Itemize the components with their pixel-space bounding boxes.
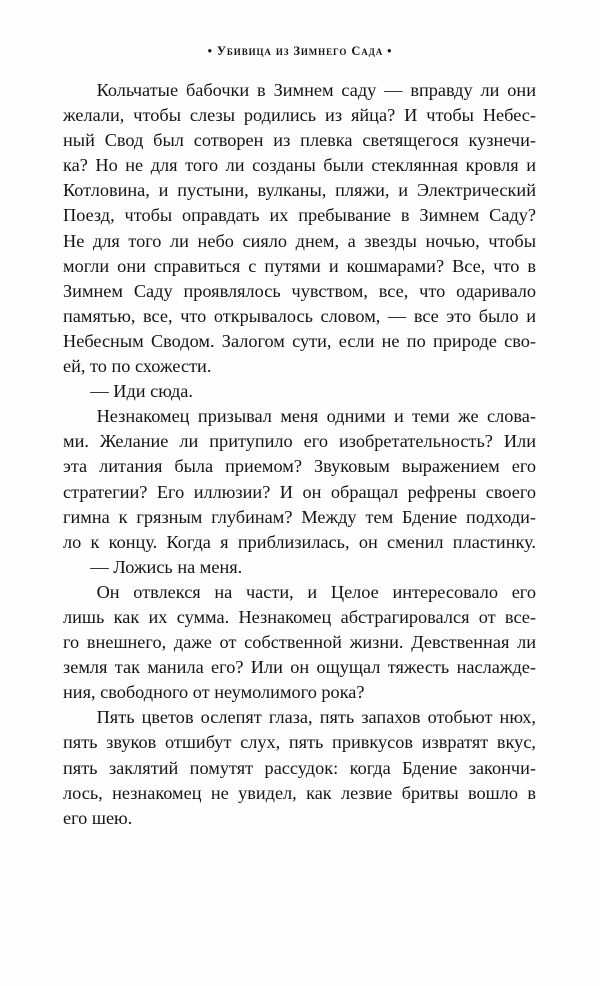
text-line: лишь как их сумма. Незнакомец абстрагировался от все- — [63, 606, 536, 627]
text-line: желали, чтобы слезы родились из яйца? И чтобы Небес- — [63, 105, 536, 126]
text-line: пять заклятий помутят рассудок: когда Бдение закончи- — [63, 757, 536, 778]
text-line: ния, свободного от неумолимого рока? — [63, 682, 365, 703]
text-line: — Иди сюда. — [63, 381, 193, 402]
running-head: • Убивица из Зимнего Сада • — [207, 44, 393, 58]
text-line: ей, то по схожести. — [63, 356, 212, 377]
text-line: Небесным Сводом. Залогом сути, если не по природе сво- — [63, 330, 536, 351]
body-text-block — [63, 78, 536, 831]
text-line: Не для того ли небо сияло днем, а звезды ночью, чтобы — [63, 230, 536, 251]
text-line: эта литания была приемом? Звуковым выражением его — [63, 456, 536, 477]
text-line: Незнакомец призывал меня одними и теми же слова- — [96, 406, 536, 427]
text-line: ный Свод был сотворен из плевка светящегося кузнечи- — [63, 130, 536, 151]
text-line: лось, незнакомец не увидел, как лезвие бритвы вошло в — [63, 782, 536, 803]
text-line: ми. Желание ли притупило его изобретательность? Или — [63, 431, 536, 452]
text-line: его шею. — [63, 807, 133, 828]
text-line: Кольчатые бабочки в Зимнем саду — вправду ли они — [96, 80, 536, 100]
text-line: ка? Но не для того ли созданы были стеклянная кровля и — [63, 155, 536, 176]
text-line: Зимнем Саду проявлялось чувством, все, что одаривало — [63, 280, 536, 301]
text-line: памятью, все, что открывалось словом, — все это было и — [63, 305, 536, 326]
text-line: Поезд, чтобы оправдать их пребывание в Зимнем Саду? — [63, 205, 536, 226]
text-line: стратегии? Его иллюзии? И он обращал рефрены своего — [63, 481, 536, 502]
text-line: Пять цветов ослепят глаза, пять запахов отобьют нюх, — [96, 707, 536, 728]
text-line: гимна к грязным глубинам? Между тем Бдение подходи- — [63, 506, 536, 527]
text-line: пять звуков отшибут слух, пять привкусов извратят вкус, — [63, 732, 536, 753]
text-line: го внешнего, даже от собственной жизни. Девственная ли — [63, 632, 536, 653]
text-line: Он отвлекся на части, и Целое интересовало его — [96, 581, 536, 602]
text-line: земля так манила его? Или он ощущал тяжесть наслажде- — [63, 657, 536, 678]
text-line: Котловина, и пустыни, вулканы, пляжи, и Электрический — [63, 180, 536, 201]
text-line: — Ложись на меня. — [63, 556, 243, 577]
text-line: могли они справиться с путями и кошмарами? Все, что в — [63, 255, 536, 276]
text-line: ло к концу. Когда я приблизилась, он сменил пластинку. — [63, 531, 536, 552]
